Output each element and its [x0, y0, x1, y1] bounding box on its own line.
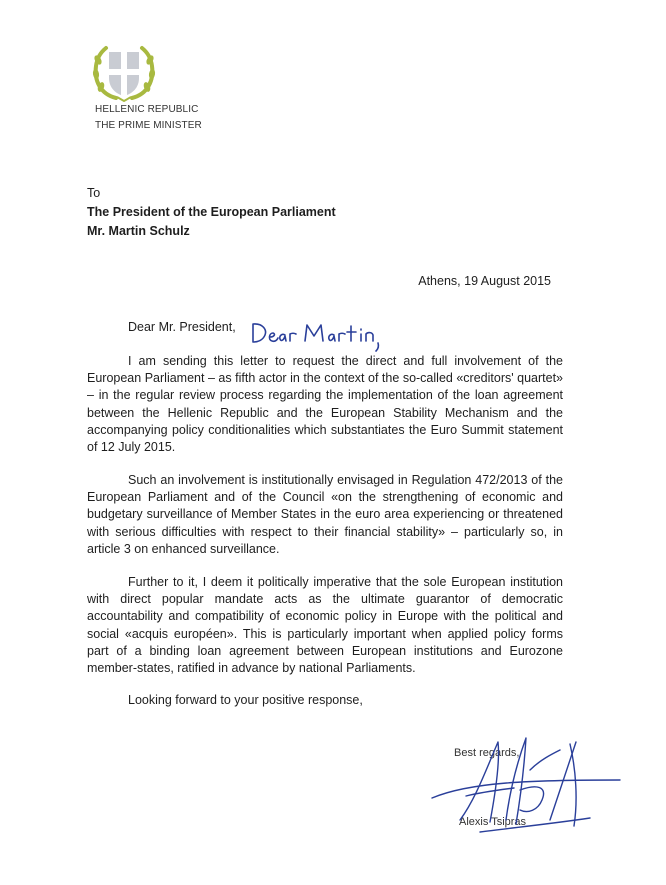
greek-coat-of-arms-icon [92, 44, 156, 102]
recipient-block [87, 184, 336, 241]
letter-date: Athens, 19 August 2015 [418, 274, 551, 288]
office-name: THE PRIME MINISTER [95, 120, 202, 131]
best-regards: Best regards, [454, 747, 520, 759]
letterhead [95, 102, 202, 134]
organization-name: HELLENIC REPUBLIC [95, 104, 199, 115]
signatory-name: Alexis Tsipras [459, 816, 527, 828]
handwritten-salutation [250, 318, 390, 356]
paragraph-2: Such an involvement is institutionally envisaged in Regulation 472/2013 of the European Parliament and of the Council «on the strengthening of economic and budgetary surveillance of Member States in the euro area experiencing or threatened with serious difficulties with respect to their financial stability» – particularly so, in article 3 on enhanced surveillance. [87, 473, 563, 556]
paragraph-3: Further to it, I deem it politically imperative that the sole European institution with direct popular mandate acts as the ultimate guarantor of democratic accountability and compatibility of economic policy in Europe with the political and social «acquis européen». This is particularly important when applied policy forms part of a binding loan agreement between European institutions and Eurozone member-states, ratified in advance by national Parliaments. [87, 575, 563, 676]
recipient-title: The President of the European Parliament [87, 205, 336, 219]
recipient-name: Mr. Martin Schulz [87, 224, 190, 238]
closing-line: Looking forward to your positive response, [128, 693, 363, 707]
recipient-to-label: To [87, 186, 101, 200]
handwritten-signature [420, 730, 630, 840]
salutation: Dear Mr. President, [128, 320, 236, 334]
paragraph-1: I am sending this letter to request the direct and full involvement of the European Parliament – as fifth actor in the context of the so-called «creditors' quartet» – in the regular review process regarding the implementation of the loan agreement between the Hellenic Republic and the European Stability Mechanism and the accompanying policy conditionalities which substantiates the Euro Summit statement of 12 July 2015. [87, 354, 563, 455]
